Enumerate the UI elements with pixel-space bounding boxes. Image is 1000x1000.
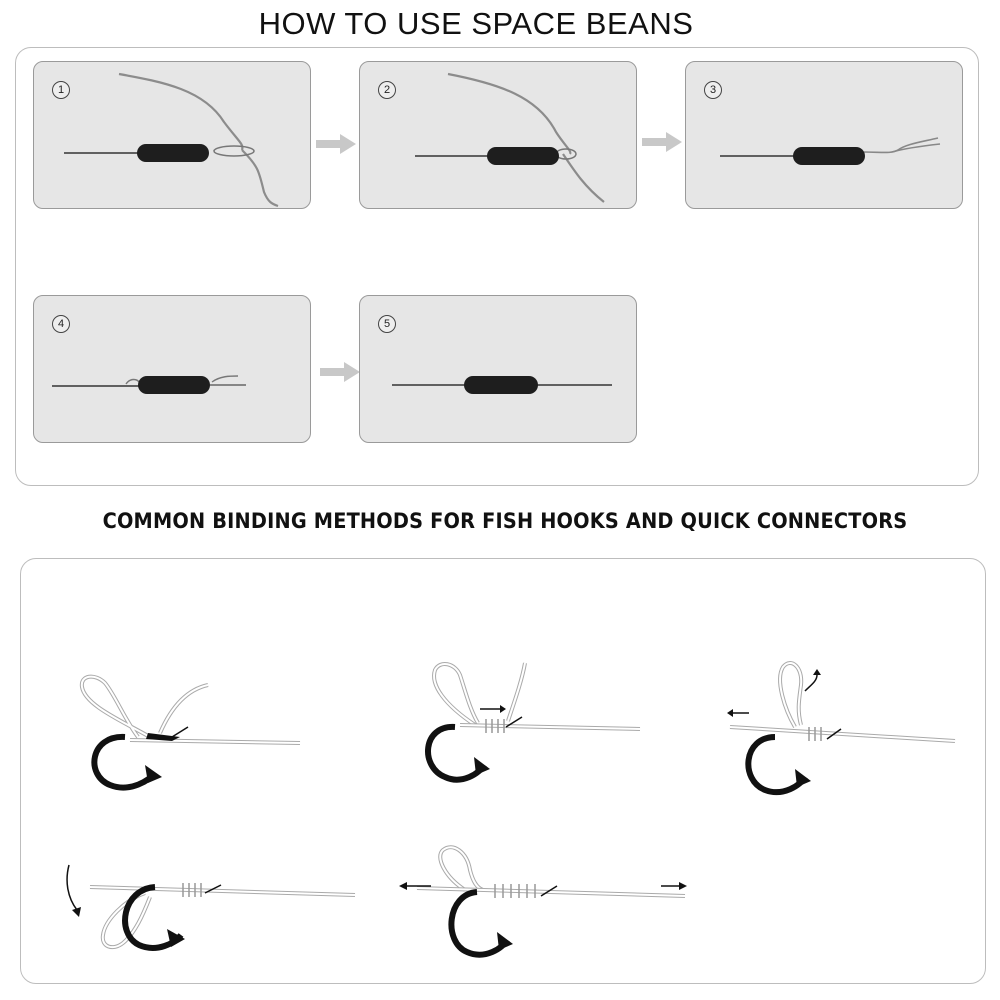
- step-arrow-4-5: [318, 361, 362, 383]
- step-5-number: 5: [378, 315, 396, 333]
- knot-step-b: [400, 655, 660, 805]
- knot-step-c: [725, 655, 985, 805]
- step-2-illustration: [360, 62, 636, 208]
- section-title-binding-methods: COMMON BINDING METHODS FOR FISH HOOKS AND QUICK CONNECTORS: [102, 509, 908, 533]
- step-arrow-2-3: [640, 131, 684, 153]
- step-4-number: 4: [52, 315, 70, 333]
- knot-step-d: [55, 855, 365, 975]
- step-2-panel: [359, 61, 637, 209]
- step-1-illustration: [34, 62, 310, 208]
- page-title: HOW TO USE SPACE BEANS: [258, 6, 694, 41]
- knot-step-e: [395, 842, 695, 972]
- step-4-panel: [33, 295, 311, 443]
- step-2-number: 2: [378, 81, 396, 99]
- step-3-illustration: [686, 62, 962, 208]
- step-5-panel: [359, 295, 637, 443]
- step-3-panel: [685, 61, 963, 209]
- step-1-number: 1: [52, 81, 70, 99]
- step-5-illustration: [360, 296, 636, 442]
- step-3-number: 3: [704, 81, 722, 99]
- step-arrow-1-2: [314, 133, 358, 155]
- step-4-illustration: [34, 296, 310, 442]
- step-1-panel: [33, 61, 311, 209]
- knot-step-a: [60, 665, 320, 815]
